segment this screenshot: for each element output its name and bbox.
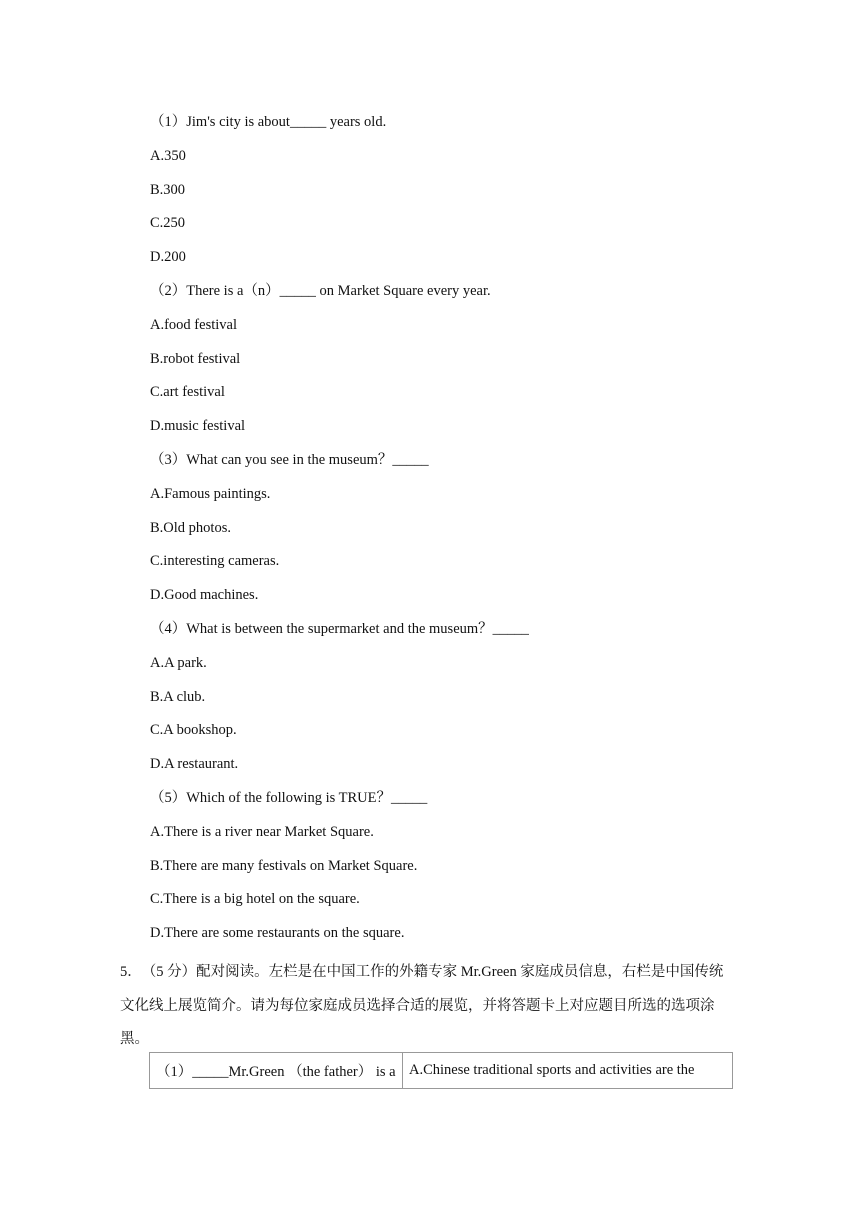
table-row — [150, 1053, 733, 1089]
question-2-option-d: D.music festival — [150, 418, 246, 435]
question-3-stem: （3）What can you see in the museum？_____ — [150, 451, 429, 468]
question-5-option-c: C.There is a big hotel on the square. — [150, 891, 360, 908]
question-4-option-d: D.A restaurant. — [150, 756, 239, 773]
question-5-option-d: D.There are some restaurants on the square. — [150, 925, 405, 942]
question-2-option-c: C.art festival — [150, 384, 225, 401]
question-list — [150, 111, 750, 956]
question-3-option-a: A.Famous paintings. — [150, 485, 271, 502]
problem-5-number: 5． — [120, 964, 142, 980]
question-1-stem: （1）Jim's city is about_____ years old. — [150, 114, 387, 130]
problem-5-instructions — [120, 956, 735, 1057]
question-2-option-b: B.robot festival — [150, 350, 241, 367]
question-2-stem: （2）There is a（n）_____ on Market Square every year. — [150, 282, 491, 299]
matching-left-cell: （1）_____Mr.Green （the father） is a — [150, 1053, 403, 1089]
question-1-option-a: A.350 — [150, 147, 186, 164]
question-4-option-a: A.A park. — [150, 654, 207, 671]
question-1-option-d: D.200 — [150, 249, 186, 266]
question-4-option-c: C.A bookshop. — [150, 722, 237, 739]
question-3-option-b: B.Old photos. — [150, 519, 231, 536]
question-4-option-b: B.A club. — [150, 688, 206, 705]
problem-5-text: （5 分）配对阅读。左栏是在中国工作的外籍专家 Mr.Green 家庭成员信息，右栏是中国传统文化线上展览简介。请为每位家庭成员选择合适的展览，并将答题卡上对应题目所选的选项涂黑。 — [120, 964, 724, 1048]
question-1-option-c: C.250 — [150, 215, 186, 232]
question-3-option-d: D.Good machines. — [150, 587, 259, 604]
question-5-stem: （5）Which of the following is TRUE？_____ — [150, 789, 428, 806]
question-5-option-b: B.There are many festivals on Market Square. — [150, 857, 418, 874]
question-5-option-a: A.There is a river near Market Square. — [150, 823, 374, 840]
question-4-stem: （4）What is between the supermarket and the museum？_____ — [150, 620, 529, 637]
question-1-option-b: B.300 — [150, 181, 186, 198]
matching-right-cell: A.Chinese traditional sports and activities are the — [403, 1053, 733, 1089]
question-3-option-c: C.interesting cameras. — [150, 553, 280, 570]
matching-table — [149, 1052, 733, 1089]
question-2-option-a: A.food festival — [150, 316, 237, 333]
